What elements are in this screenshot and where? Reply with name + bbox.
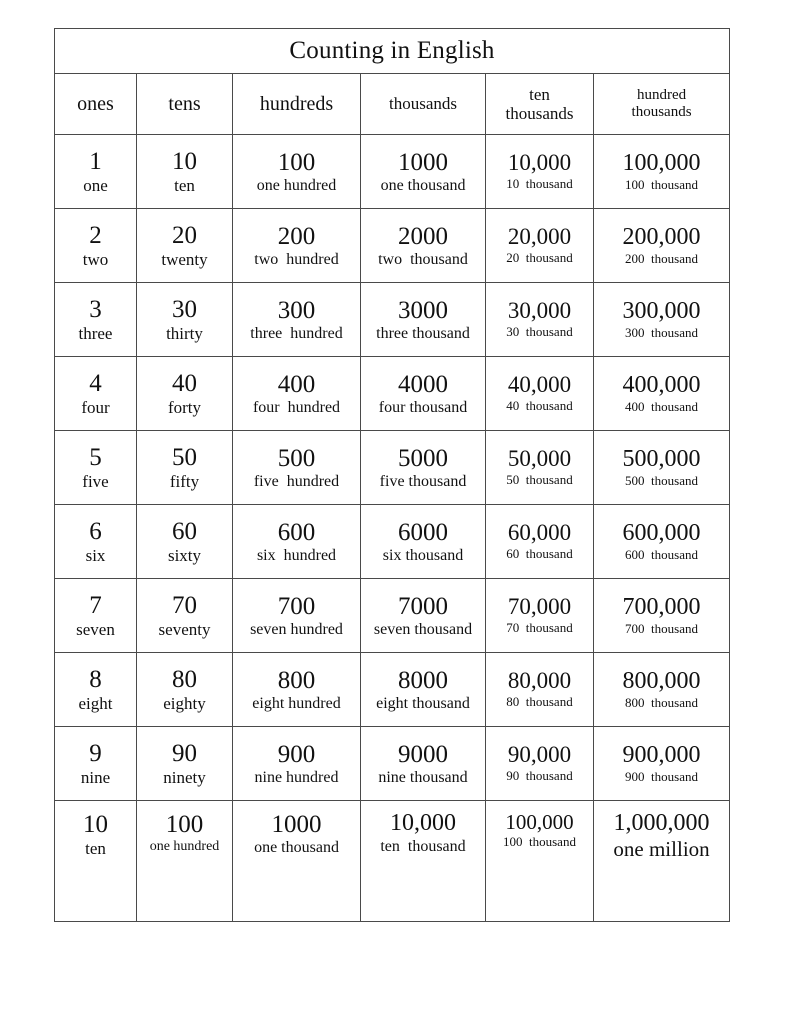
table-cell <box>55 135 137 209</box>
cell-word: six <box>85 545 106 565</box>
table-cell <box>594 209 730 283</box>
cell-numeral: 8 <box>89 665 102 693</box>
cell-word: 800 thousand <box>625 694 698 710</box>
cell-word: five <box>82 471 109 491</box>
cell-word: five hundred <box>253 472 340 490</box>
counting-table-container <box>54 28 729 922</box>
cell-numeral: 400,000 <box>622 371 701 398</box>
cell-numeral: 1,000,000 <box>613 810 710 836</box>
cell-numeral: 1 <box>89 147 102 175</box>
table-cell <box>361 431 486 505</box>
cell-word: seven hundred <box>250 620 343 638</box>
table-row <box>55 505 730 579</box>
table-cell <box>137 283 233 357</box>
cell-numeral: 8000 <box>398 666 448 694</box>
cell-numeral: 6 <box>89 517 102 545</box>
cell-word: one million <box>613 836 710 861</box>
cell-numeral: 60 <box>172 517 197 545</box>
cell-word: twenty <box>161 249 208 269</box>
cell-word: six thousand <box>382 546 464 564</box>
cell-numeral: 2000 <box>398 222 448 250</box>
table-row <box>55 801 730 922</box>
cell-word: 30 thousand <box>506 324 573 340</box>
page-title: Counting in English <box>55 29 730 74</box>
table-row <box>55 431 730 505</box>
cell-numeral: 9000 <box>398 740 448 768</box>
table-cell <box>361 283 486 357</box>
cell-word: 300 thousand <box>625 324 698 340</box>
cell-word: 200 thousand <box>625 250 698 266</box>
cell-numeral: 70,000 <box>507 594 572 620</box>
cell-word: three thousand <box>376 324 470 342</box>
cell-word: one <box>83 175 108 195</box>
cell-word: four hundred <box>252 398 341 416</box>
cell-numeral: 900 <box>277 740 316 768</box>
cell-numeral: 70 <box>172 591 197 619</box>
table-cell <box>486 283 594 357</box>
table-row <box>55 283 730 357</box>
cell-numeral: 7000 <box>398 592 448 620</box>
table-cell <box>233 653 361 727</box>
cell-numeral: 90 <box>172 739 197 767</box>
cell-numeral: 100,000 <box>505 810 574 834</box>
cell-word: thirty <box>166 323 203 343</box>
table-row <box>55 727 730 801</box>
cell-numeral: 3 <box>89 295 102 323</box>
cell-word: 80 thousand <box>506 694 573 710</box>
cell-word: nine thousand <box>378 768 468 786</box>
cell-word: six hundred <box>256 546 337 564</box>
cell-numeral: 90,000 <box>507 742 572 768</box>
table-cell <box>55 283 137 357</box>
cell-word: forty <box>167 397 202 417</box>
table-cell <box>594 283 730 357</box>
table-cell <box>486 135 594 209</box>
cell-numeral: 20,000 <box>507 224 572 250</box>
table-cell <box>233 801 361 922</box>
table-cell <box>594 431 730 505</box>
cell-word: 500 thousand <box>625 472 698 488</box>
cell-word: three <box>78 323 113 343</box>
cell-word: one hundred <box>149 839 220 854</box>
table-cell <box>361 579 486 653</box>
cell-numeral: 20 <box>172 221 197 249</box>
cell-numeral: 100 <box>277 148 316 176</box>
cell-numeral: 700 <box>277 592 316 620</box>
table-cell <box>233 727 361 801</box>
cell-word: ten <box>174 175 195 195</box>
table-cell <box>361 357 486 431</box>
cell-word: 100 thousand <box>625 176 698 192</box>
cell-word: nine hundred <box>254 768 339 786</box>
header-row <box>55 74 730 135</box>
cell-numeral: 1000 <box>398 148 448 176</box>
cell-numeral: 80 <box>172 665 197 693</box>
title-row <box>55 29 730 74</box>
table-row <box>55 357 730 431</box>
cell-numeral: 6000 <box>398 518 448 546</box>
cell-numeral: 300,000 <box>622 297 701 324</box>
table-cell <box>55 727 137 801</box>
table-cell <box>233 505 361 579</box>
cell-numeral: 10 <box>172 147 197 175</box>
cell-word: three hundred <box>250 324 343 342</box>
cell-numeral: 600 <box>277 518 316 546</box>
cell-numeral: 40 <box>172 369 197 397</box>
table-cell <box>233 431 361 505</box>
table-cell <box>594 135 730 209</box>
table-cell <box>55 801 137 922</box>
table-cell <box>137 653 233 727</box>
cell-numeral: 800,000 <box>622 667 701 694</box>
column-header-hundreds: hundreds <box>233 74 361 135</box>
cell-numeral: 200 <box>277 222 316 250</box>
cell-word: five thousand <box>379 472 467 490</box>
table-cell <box>233 357 361 431</box>
cell-word: two <box>82 249 109 269</box>
table-body <box>55 135 730 922</box>
cell-word: 50 thousand <box>506 472 573 488</box>
table-cell <box>594 801 730 922</box>
cell-word: nine <box>80 767 111 787</box>
column-header-tens: tens <box>137 74 233 135</box>
cell-numeral: 400 <box>277 370 316 398</box>
cell-numeral: 10,000 <box>390 810 456 836</box>
table-cell <box>361 209 486 283</box>
cell-word: two thousand <box>378 250 468 268</box>
table-cell <box>361 653 486 727</box>
column-header-hundred-thousands: hundred thousands <box>594 74 730 135</box>
table-row <box>55 579 730 653</box>
cell-numeral: 10 <box>83 811 108 838</box>
table-cell <box>55 653 137 727</box>
cell-numeral: 700,000 <box>622 593 701 620</box>
table-cell <box>594 579 730 653</box>
cell-word: 700 thousand <box>625 620 698 636</box>
cell-word: one thousand <box>380 176 466 194</box>
table-cell <box>137 357 233 431</box>
table-cell <box>361 135 486 209</box>
cell-word: 400 thousand <box>625 398 698 414</box>
table-cell <box>55 431 137 505</box>
cell-numeral: 2 <box>89 221 102 249</box>
table-cell <box>361 801 486 922</box>
cell-word: seventy <box>158 619 211 639</box>
cell-numeral: 5 <box>89 443 102 471</box>
table-cell <box>594 727 730 801</box>
cell-word: 90 thousand <box>506 768 573 784</box>
cell-word: seven <box>76 619 115 639</box>
cell-numeral: 3000 <box>398 296 448 324</box>
cell-word: 60 thousand <box>506 546 573 562</box>
cell-numeral: 100,000 <box>622 149 701 176</box>
cell-word: 100 thousand <box>503 833 576 849</box>
cell-word: eight thousand <box>376 694 470 712</box>
cell-word: one thousand <box>254 839 339 856</box>
cell-numeral: 500 <box>277 444 316 472</box>
table-cell <box>361 505 486 579</box>
table-row <box>55 653 730 727</box>
table-cell <box>137 579 233 653</box>
cell-word: 900 thousand <box>625 768 698 784</box>
table-cell <box>233 135 361 209</box>
cell-word: 40 thousand <box>506 398 573 414</box>
cell-word: fifty <box>169 471 200 491</box>
table-cell <box>486 801 594 922</box>
table-cell <box>137 431 233 505</box>
column-header-ones: ones <box>55 74 137 135</box>
table-cell <box>137 727 233 801</box>
table-cell <box>486 727 594 801</box>
table-cell <box>486 431 594 505</box>
table-cell <box>233 283 361 357</box>
table-cell <box>486 579 594 653</box>
table-cell <box>55 579 137 653</box>
table-cell <box>55 357 137 431</box>
cell-numeral: 1000 <box>271 811 322 838</box>
cell-numeral: 50 <box>172 443 197 471</box>
table-head <box>55 29 730 135</box>
cell-numeral: 50,000 <box>507 446 572 472</box>
column-header-ten-thousands: ten thousands <box>486 74 594 135</box>
column-header-thousands: thousands <box>361 74 486 135</box>
cell-numeral: 600,000 <box>622 519 701 546</box>
cell-numeral: 30,000 <box>507 298 572 324</box>
table-row <box>55 135 730 209</box>
cell-word: four <box>81 397 110 417</box>
table-cell <box>55 209 137 283</box>
table-cell <box>486 653 594 727</box>
cell-numeral: 80,000 <box>507 668 572 694</box>
table-cell <box>486 209 594 283</box>
cell-numeral: 4000 <box>398 370 448 398</box>
cell-word: 70 thousand <box>506 620 573 636</box>
cell-word: ten thousand <box>380 837 466 855</box>
table-cell <box>594 653 730 727</box>
table-cell <box>361 727 486 801</box>
table-cell <box>486 505 594 579</box>
table-cell <box>594 505 730 579</box>
table-cell <box>137 209 233 283</box>
cell-word: eight hundred <box>252 694 341 712</box>
cell-word: ninety <box>163 767 206 787</box>
cell-numeral: 900,000 <box>622 741 701 768</box>
cell-numeral: 800 <box>277 666 316 694</box>
cell-word: 20 thousand <box>506 250 573 266</box>
table-cell <box>137 801 233 922</box>
cell-numeral: 60,000 <box>507 520 572 546</box>
cell-numeral: 500,000 <box>622 445 701 472</box>
cell-numeral: 5000 <box>398 444 448 472</box>
table-cell <box>233 579 361 653</box>
cell-word: eight <box>78 693 113 713</box>
cell-numeral: 300 <box>277 296 316 324</box>
cell-word: sixty <box>167 545 202 565</box>
cell-numeral: 30 <box>172 295 197 323</box>
cell-numeral: 4 <box>89 369 102 397</box>
table-cell <box>233 209 361 283</box>
table-cell <box>486 357 594 431</box>
cell-numeral: 9 <box>89 739 102 767</box>
cell-word: 10 thousand <box>506 176 573 192</box>
table-cell <box>55 505 137 579</box>
cell-word: one hundred <box>256 176 337 194</box>
cell-word: 600 thousand <box>625 546 698 562</box>
table-row <box>55 209 730 283</box>
table-cell <box>137 135 233 209</box>
cell-numeral: 100 <box>165 811 204 838</box>
cell-word: seven thousand <box>373 620 473 638</box>
counting-table <box>54 28 730 922</box>
cell-word: ten <box>85 839 106 858</box>
cell-numeral: 10,000 <box>507 150 572 176</box>
cell-word: two hundred <box>254 250 339 268</box>
cell-numeral: 200,000 <box>622 223 701 250</box>
cell-numeral: 7 <box>89 591 102 619</box>
table-cell <box>594 357 730 431</box>
cell-word: eighty <box>163 693 206 713</box>
table-cell <box>137 505 233 579</box>
cell-numeral: 40,000 <box>507 372 572 398</box>
cell-word: four thousand <box>378 398 468 416</box>
